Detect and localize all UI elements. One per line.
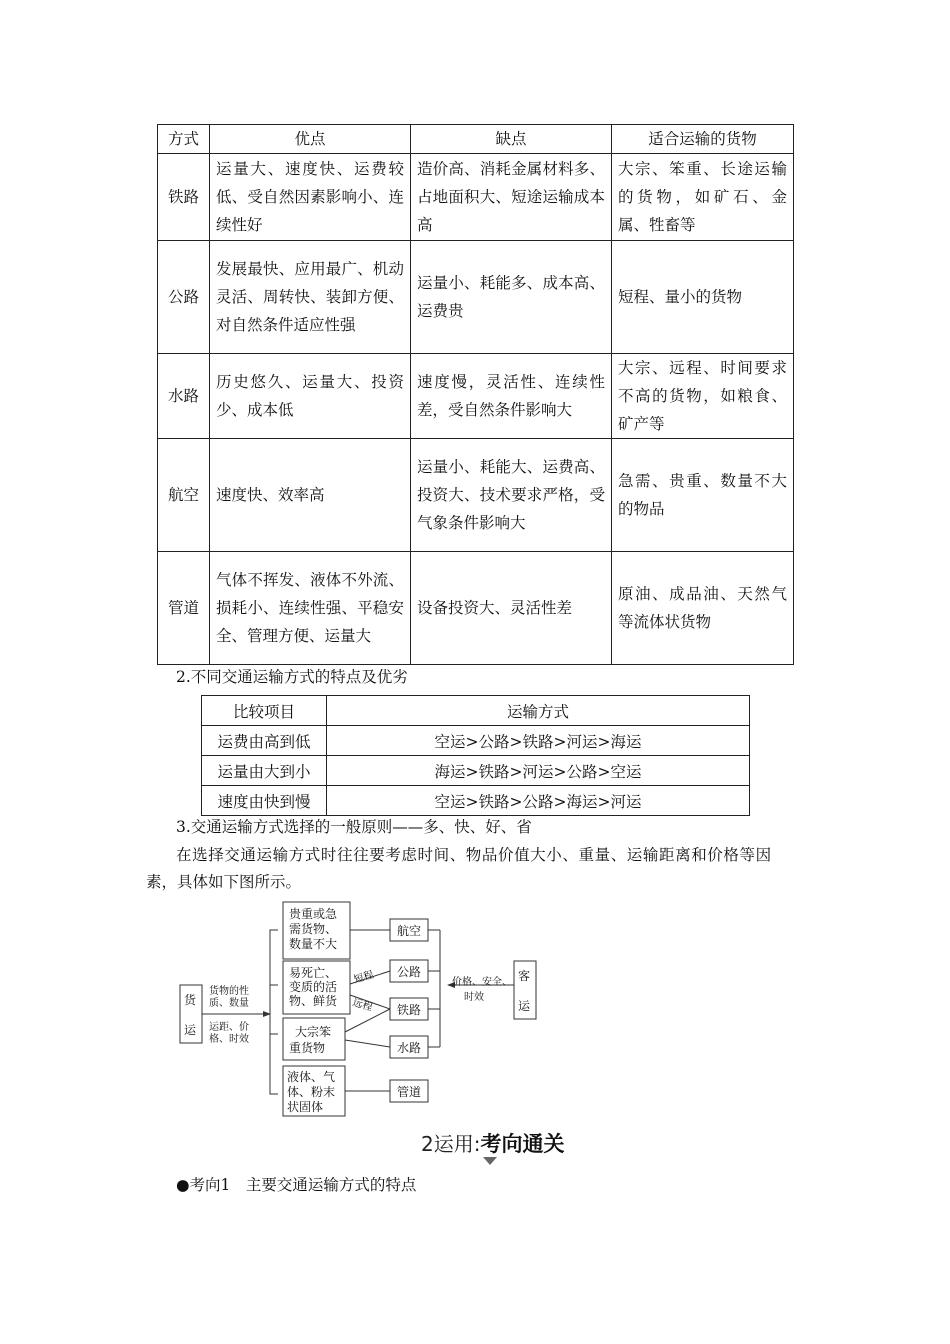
cons-cell: 速度慢，灵活性、连续性差，受自然条件影响大 bbox=[411, 354, 612, 439]
goods-cell: 原油、成品油、天然气等流体状货物 bbox=[612, 552, 794, 665]
goods-label: 重货物 bbox=[289, 1041, 326, 1055]
kaoxiang-heading: ●考向1 主要交通运输方式的特点 bbox=[176, 1176, 417, 1194]
order-cell: 海运>铁路>河运>公路>空运 bbox=[327, 756, 750, 786]
order-cell: 空运>公路>铁路>河运>海运 bbox=[327, 726, 750, 756]
goods-label: 状固体 bbox=[287, 1100, 324, 1114]
header-cell: 优点 bbox=[210, 125, 411, 154]
item-cell: 运费由高到低 bbox=[202, 726, 327, 756]
goods-label: 需货物、 bbox=[289, 922, 338, 936]
item-cell: 速度由快到慢 bbox=[202, 786, 327, 816]
mode-label: 水路 bbox=[397, 1041, 422, 1055]
goods-label: 大宗笨 bbox=[295, 1025, 332, 1039]
mode-label: 公路 bbox=[397, 965, 422, 979]
mode-cell: 航空 bbox=[158, 439, 210, 552]
passenger-char: 客 bbox=[518, 969, 531, 983]
freight-factor-label: 货物的性 bbox=[209, 986, 249, 997]
goods-label: 数量不大 bbox=[289, 937, 338, 951]
section-2-title: 2.不同交通运输方式的特点及优劣 bbox=[176, 668, 408, 686]
freight-char: 运 bbox=[184, 1023, 197, 1037]
goods-label: 液体、气 bbox=[287, 1070, 336, 1084]
section-banner bbox=[421, 1128, 564, 1158]
pros-cell: 气体不挥发、液体不外流、损耗小、连续性强、平稳安全、管理方便、运量大 bbox=[210, 552, 411, 665]
goods-label: 贵重或急 bbox=[289, 907, 338, 921]
cons-cell: 造价高、消耗金属材料多、占地面积大、短途运输成本高 bbox=[411, 154, 612, 241]
paragraph-line: 在选择交通运输方式时往往要考虑时间、物品价值大小、重量、运输距离和价格等因 bbox=[176, 846, 772, 864]
mode-cell: 水路 bbox=[158, 354, 210, 439]
mode-label: 管道 bbox=[397, 1085, 422, 1099]
section-3-title: 3.交通运输方式选择的一般原则——多、快、好、省 bbox=[176, 818, 532, 836]
goods-cell: 大宗、远程、时间要求不高的货物，如粮食、矿产等 bbox=[612, 354, 794, 439]
item-cell: 运量由大到小 bbox=[202, 756, 327, 786]
passenger-char: 运 bbox=[518, 999, 531, 1013]
cons-cell: 运量小、耗能多、成本高、运费贵 bbox=[411, 241, 612, 354]
pros-cell: 历史悠久、运量大、投资少、成本低 bbox=[210, 354, 411, 439]
goods-label: 体、粉末 bbox=[287, 1085, 336, 1099]
passenger-factor-label: 时效 bbox=[464, 992, 484, 1003]
banner-title: 考向通关 bbox=[480, 1132, 565, 1156]
header-cell: 缺点 bbox=[411, 125, 612, 154]
goods-cell: 短程、量小的货物 bbox=[612, 241, 794, 354]
goods-label: 变质的活 bbox=[289, 980, 338, 994]
mode-cell: 铁路 bbox=[158, 154, 210, 241]
pros-cell: 速度快、效率高 bbox=[210, 439, 411, 552]
order-cell: 空运>铁路>公路>海运>河运 bbox=[327, 786, 750, 816]
cons-cell: 设备投资大、灵活性差 bbox=[411, 552, 612, 665]
passenger-factor-label: 价格、安全、 bbox=[452, 977, 512, 988]
cons-cell: 运量小、耗能大、运费高、投资大、技术要求严格，受气象条件影响大 bbox=[411, 439, 612, 552]
goods-label: 易死亡、 bbox=[289, 966, 338, 980]
banner-pointer-icon bbox=[483, 1157, 497, 1165]
mode-label: 航空 bbox=[397, 924, 422, 938]
pros-cell: 发展最快、应用最广、机动灵活、周转快、装卸方便、对自然条件适应性强 bbox=[210, 241, 411, 354]
goods-label: 物、鲜货 bbox=[289, 994, 338, 1008]
freight-factor-label: 运距、价 bbox=[209, 1022, 249, 1033]
pros-cell: 运量大、速度快、运费较低、受自然因素影响小、连续性好 bbox=[210, 154, 411, 241]
header-cell: 适合运输的货物 bbox=[612, 125, 794, 154]
goods-cell: 大宗、笨重、长途运输的货物，如矿石、金属、牲畜等 bbox=[612, 154, 794, 241]
goods-cell: 急需、贵重、数量不大的物品 bbox=[612, 439, 794, 552]
header-cell: 方式 bbox=[158, 125, 210, 154]
mode-cell: 公路 bbox=[158, 241, 210, 354]
short-distance-label: 短程 bbox=[352, 969, 376, 986]
freight-char: 货 bbox=[184, 993, 197, 1007]
banner-prefix: 2运用: bbox=[421, 1132, 481, 1156]
freight-factor-label: 质、数量 bbox=[209, 998, 249, 1009]
mode-cell: 管道 bbox=[158, 552, 210, 665]
paragraph-line: 素，具体如下图所示。 bbox=[146, 873, 302, 891]
long-distance-label: 远程 bbox=[351, 997, 374, 1014]
header-cell: 比较项目 bbox=[202, 696, 327, 726]
mode-label: 铁路 bbox=[397, 1003, 422, 1017]
header-cell: 运输方式 bbox=[327, 696, 750, 726]
freight-factor-label: 格、时效 bbox=[209, 1034, 249, 1045]
